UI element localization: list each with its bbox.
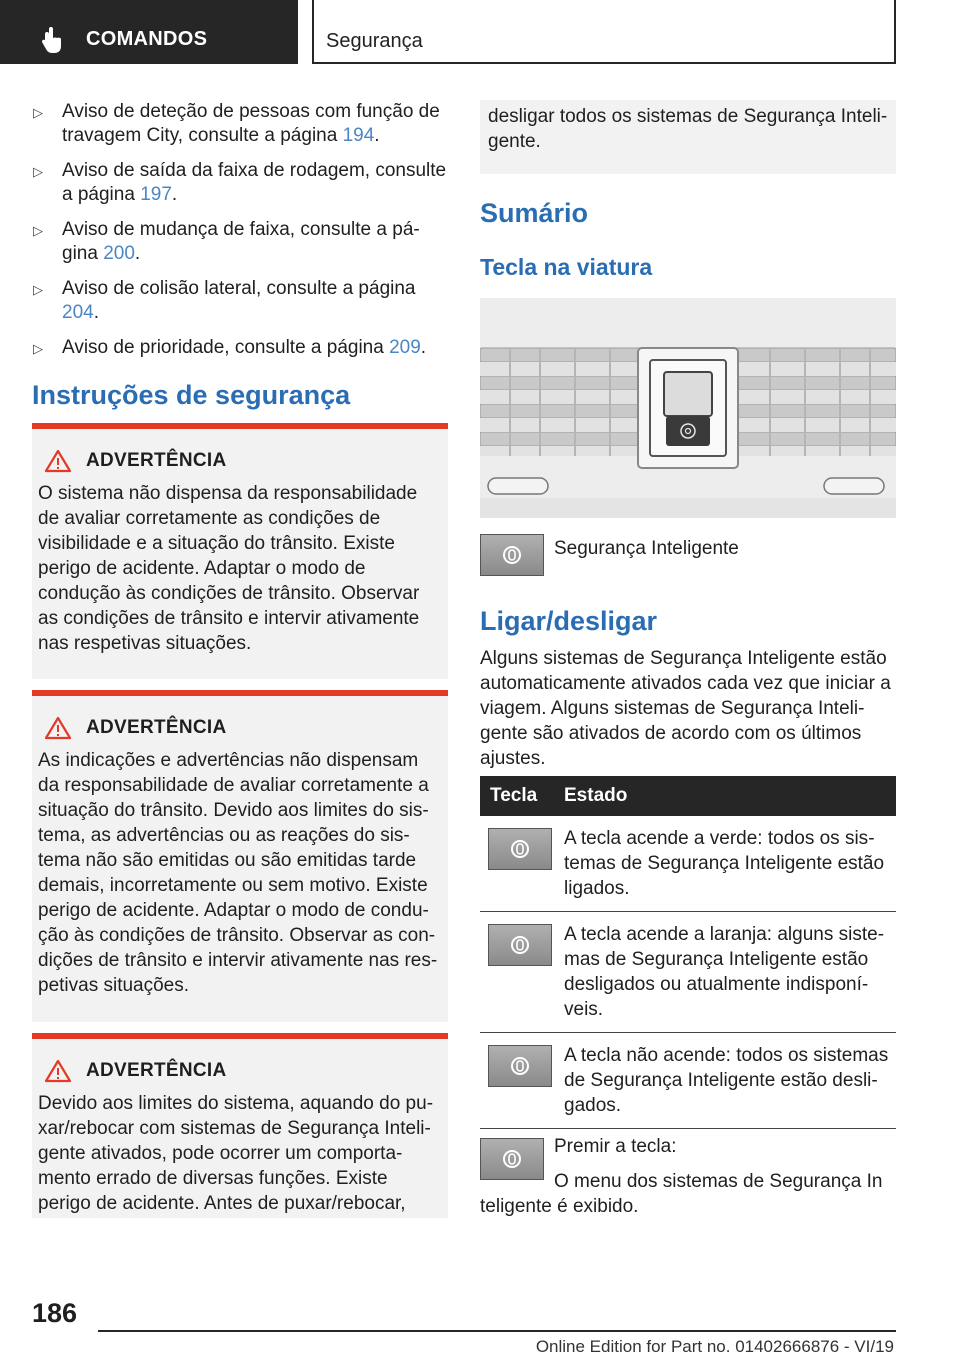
list-item bbox=[32, 277, 448, 325]
legend-label: Segurança Inteligente bbox=[554, 538, 739, 559]
press-step-result: O menu dos sistemas de Segurança In bbox=[554, 1171, 883, 1192]
page-number: 186 bbox=[32, 1298, 78, 1328]
warning-title-row bbox=[38, 449, 442, 473]
warning-triangle-icon bbox=[44, 449, 72, 473]
on-off-heading: Ligar/desligar bbox=[480, 606, 658, 636]
page-link[interactable]: 200 bbox=[103, 243, 135, 264]
intelligent-safety-key-icon bbox=[488, 1045, 552, 1087]
list-item-punct: . bbox=[134, 243, 141, 264]
list-item-text: Aviso de saída da faixa de rodagem, consulte a página bbox=[62, 160, 447, 205]
triangle-bullet-icon: ▷ bbox=[33, 105, 43, 120]
footer-divider bbox=[98, 1330, 896, 1332]
section-tab bbox=[0, 0, 298, 64]
key-in-vehicle-heading: Tecla na viatura bbox=[480, 254, 653, 280]
intelligent-safety-key-icon bbox=[480, 534, 544, 576]
press-step-result-cont: teligente é exibido. bbox=[480, 1196, 639, 1217]
press-key-instruction bbox=[480, 1134, 896, 1219]
list-item bbox=[32, 159, 448, 207]
warning-title-row bbox=[38, 716, 442, 740]
legend bbox=[480, 534, 739, 576]
press-step-label: Premir a tecla: bbox=[554, 1136, 677, 1157]
list-item-text: Aviso de prioridade, consulte a página bbox=[62, 337, 390, 358]
page-link[interactable]: 209 bbox=[389, 337, 421, 358]
table-cell-state: A tecla acende a verde: todos os sistemas de Segurança Inteligente estão ligados. bbox=[564, 828, 885, 899]
warning-text: As indicações e advertências não dispensam da responsabilidade de avaliar corretamente a situação do trânsito. Devido aos limites do sistema, as advertências ou as reações do sistema não são emitidas ou são emitidas tarde demais, incorretamente ou sem motivo. Existe perigo de acidente. Adaptar o modo de condução às condições de trânsito. Observar as condições de trânsito e intervir ativamente nas respetivas situações. bbox=[38, 750, 438, 996]
warning-box bbox=[32, 690, 448, 1022]
subsection-header bbox=[312, 0, 896, 64]
list-item bbox=[32, 100, 448, 148]
warning-triangle-icon bbox=[44, 716, 72, 740]
table-row bbox=[480, 816, 896, 912]
list-item bbox=[32, 336, 448, 360]
vehicle-button-photo bbox=[480, 298, 896, 518]
list-item bbox=[32, 218, 448, 266]
list-item-text: Aviso de mudança de faixa, consulte a página bbox=[62, 219, 420, 264]
warning-title: ADVERTÊNCIA bbox=[86, 450, 227, 471]
hand-pointer-icon bbox=[40, 26, 66, 54]
safety-instructions-heading: Instruções de segurança bbox=[32, 380, 351, 410]
list-item-punct: . bbox=[93, 302, 99, 323]
on-off-paragraph: Alguns sistemas de Segurança Inteligente estão automaticamente ativados cada vez que iniciar a viagem. Alguns sistemas de Segurança Inteligente são ativados de acordo com os últimos ajustes. bbox=[480, 648, 891, 769]
subsection-title: Segurança bbox=[326, 30, 423, 52]
warning-title: ADVERTÊNCIA bbox=[86, 717, 227, 738]
list-item-punct: . bbox=[374, 125, 380, 146]
warning-triangle-icon bbox=[44, 1059, 72, 1083]
list-item-punct: . bbox=[420, 337, 427, 358]
triangle-bullet-icon: ▷ bbox=[33, 282, 43, 297]
intelligent-safety-key-icon bbox=[480, 1138, 544, 1180]
table-row bbox=[480, 912, 896, 1033]
column-header-key: Tecla bbox=[490, 785, 538, 806]
intelligent-safety-key-icon bbox=[488, 828, 552, 870]
triangle-bullet-icon: ▷ bbox=[33, 341, 43, 356]
bullet-list bbox=[32, 100, 448, 360]
summary-heading: Sumário bbox=[480, 198, 589, 228]
list-item-text: Aviso de colisão lateral, consulte a página bbox=[62, 278, 416, 299]
edition-info: Online Edition for Part no. 01402666876 - VI/19 bbox=[535, 1337, 894, 1356]
list-item-text: Aviso de deteção de pessoas com função de travagem City, consulte a página bbox=[62, 101, 440, 146]
table-row bbox=[480, 1033, 896, 1129]
table-cell-state: A tecla acende a laranja: alguns sistemas de Segurança Inteligente estão desligados ou atualmente indisponíveis. bbox=[564, 924, 885, 1020]
bullet-list-container bbox=[32, 100, 448, 371]
page-link[interactable]: 204 bbox=[62, 302, 94, 323]
warning-text: Devido aos limites do sistema, aquando do puxar/rebocar com sistemas de Segurança Inteligente ativados, pode ocorrer um comportamento errado de diversas funções. Existe perigo de acidente. Antes de puxar/rebocar, bbox=[38, 1093, 434, 1214]
warning-text: O sistema não dispensa da responsabilidade de avaliar corretamente as condições de visibilidade e a situação do trânsito. Existe perigo de acidente. Adaptar o modo de condução às condições de trânsito. Observar as condições de trânsito e intervir ativamente nas respetivas situações. bbox=[38, 483, 420, 654]
air-vent-illustration bbox=[480, 298, 896, 518]
list-item-punct: . bbox=[171, 184, 178, 205]
status-table bbox=[480, 776, 896, 1129]
warning-box bbox=[32, 423, 448, 679]
section-tab-label: COMANDOS bbox=[86, 28, 208, 50]
column-header-state: Estado bbox=[564, 785, 628, 806]
warning-continuation: desligar todos os sistemas de Segurança Inteligente. bbox=[480, 100, 896, 174]
table-cell-state: A tecla não acende: todos os sistemas de Segurança Inteligente estão desligados. bbox=[564, 1045, 889, 1116]
table-header bbox=[480, 776, 896, 816]
triangle-bullet-icon: ▷ bbox=[33, 223, 43, 238]
warning-title-row bbox=[38, 1059, 442, 1083]
intelligent-safety-key-icon bbox=[488, 924, 552, 966]
warning-title: ADVERTÊNCIA bbox=[86, 1060, 227, 1081]
page-link[interactable]: 197 bbox=[140, 184, 172, 205]
triangle-bullet-icon: ▷ bbox=[33, 164, 43, 179]
page-link[interactable]: 194 bbox=[342, 125, 375, 146]
warning-box bbox=[32, 1033, 448, 1218]
